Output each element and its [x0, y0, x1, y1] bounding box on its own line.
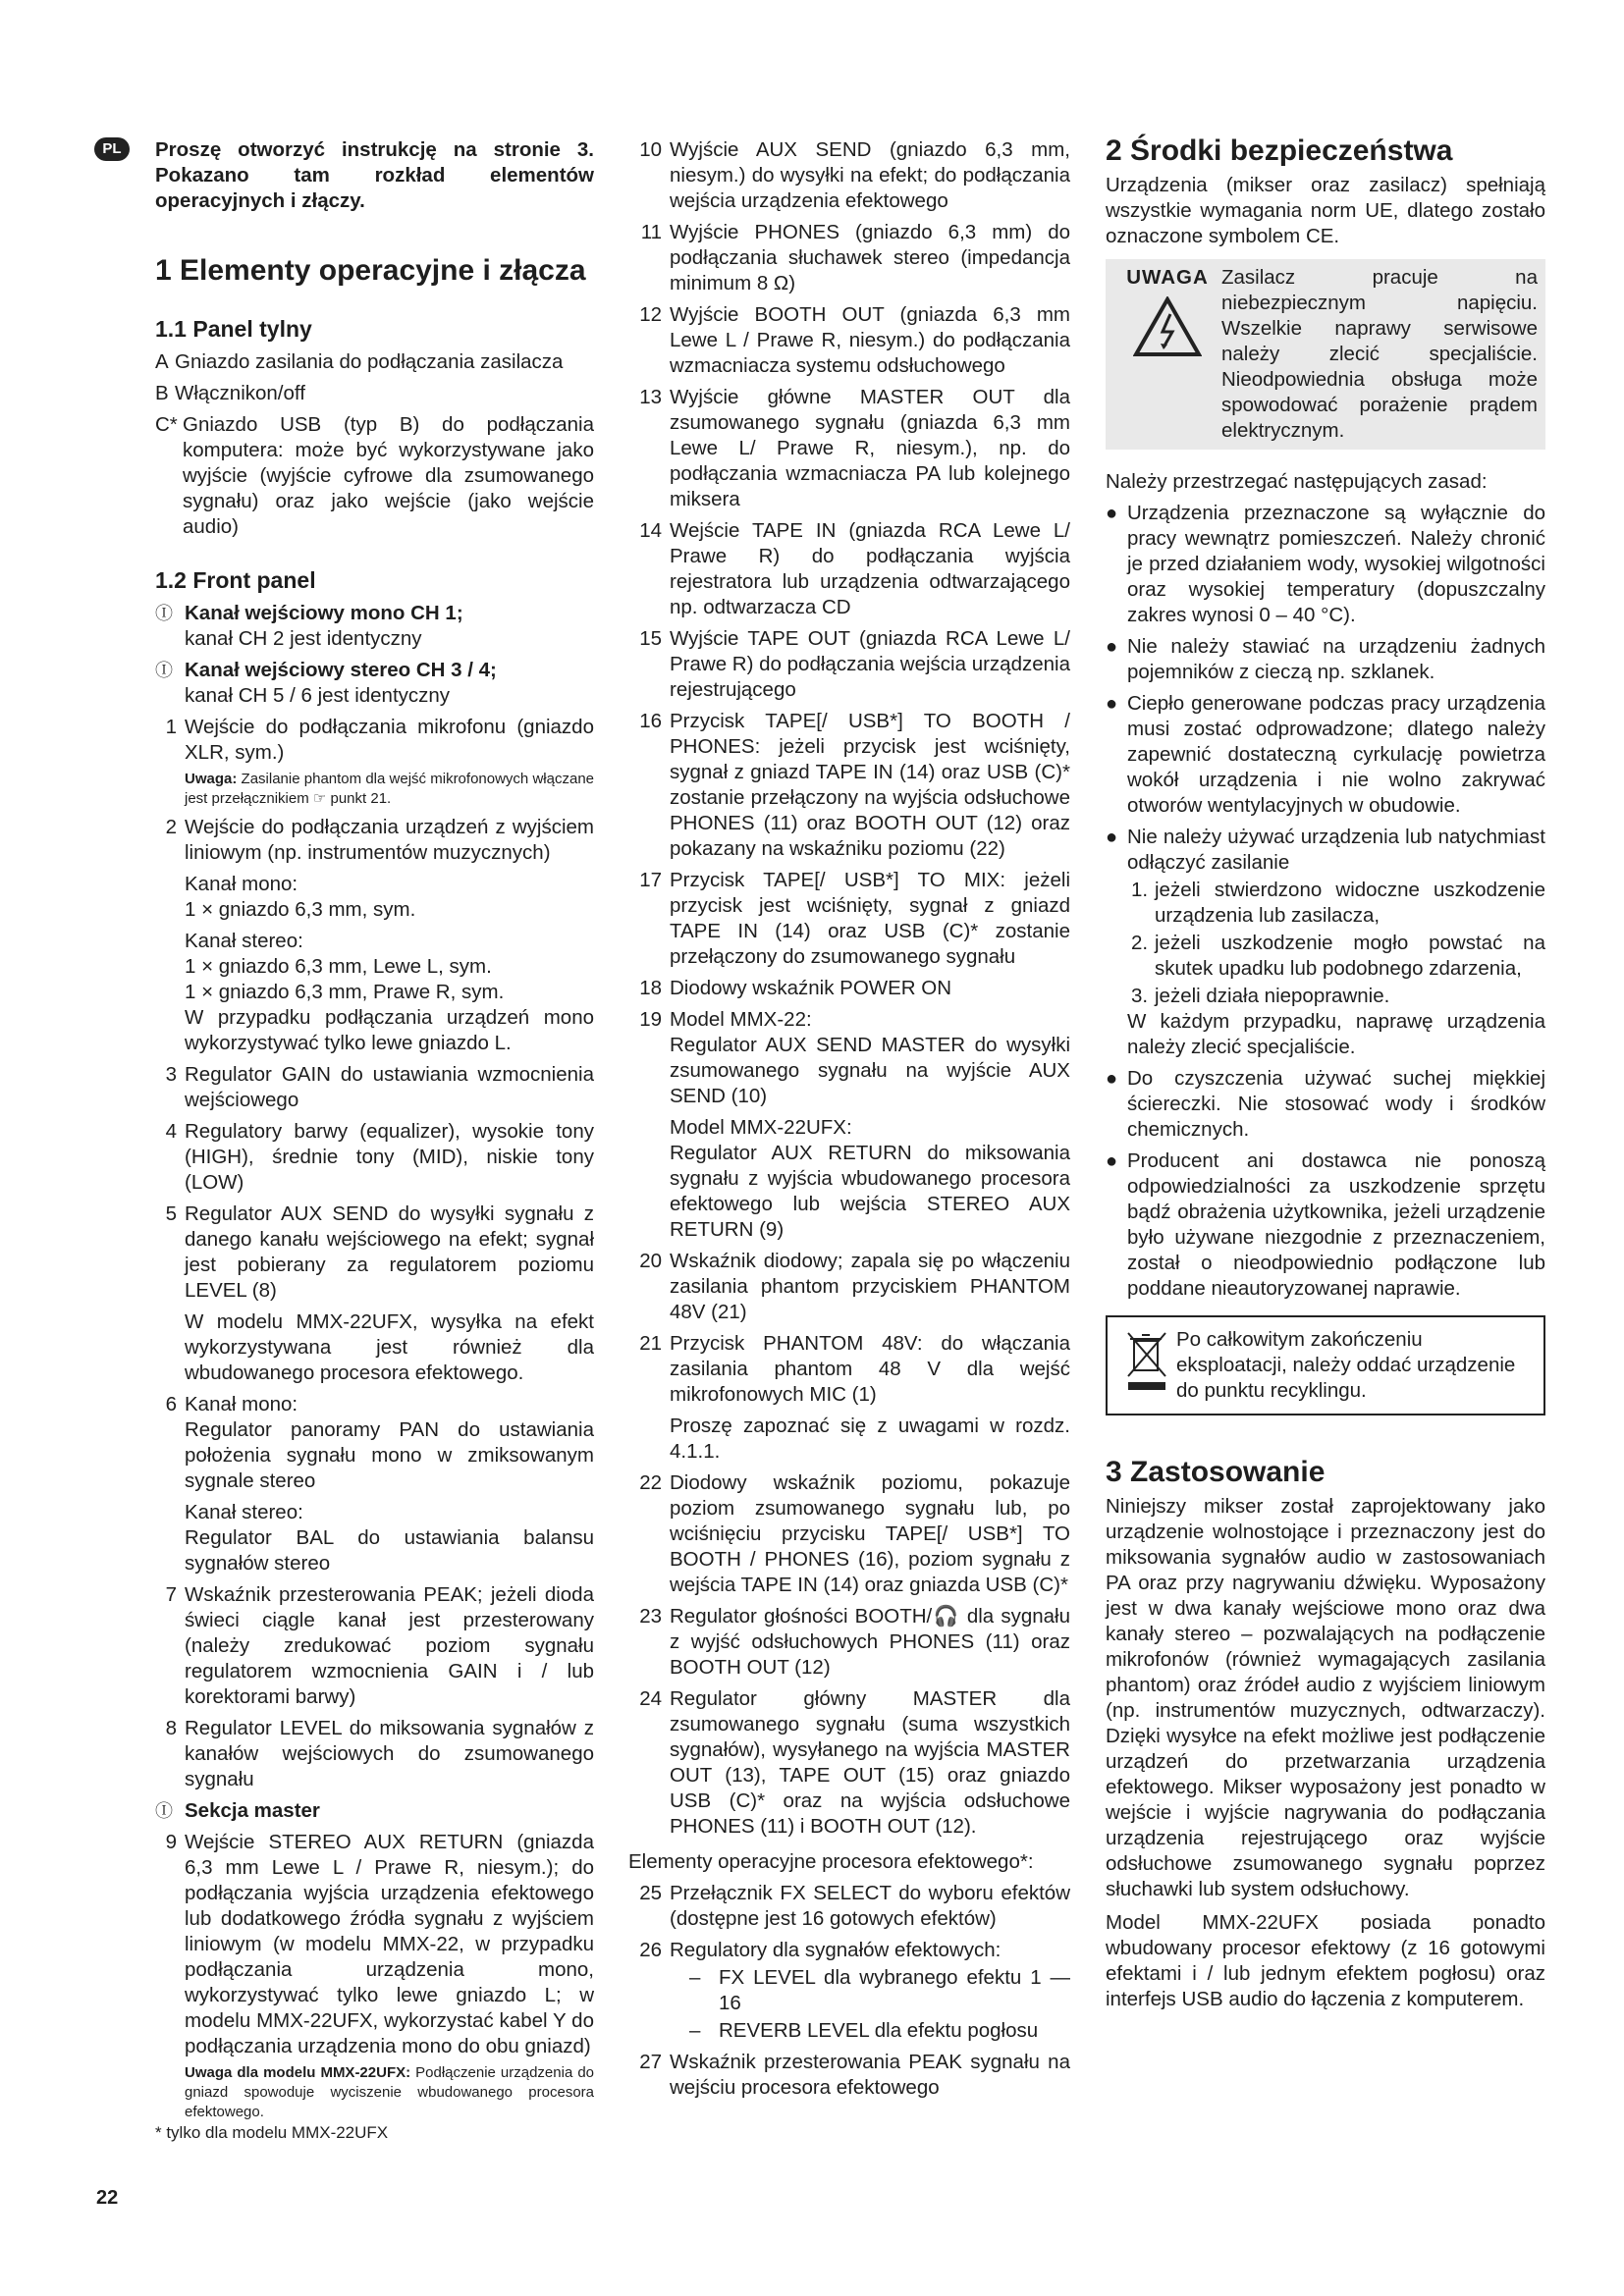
- item-1: [155, 715, 594, 809]
- item-line: Regulator panoramy PAN do ustawiania położenia sygnału mono w zmiksowanym sygnale stereo: [185, 1418, 594, 1492]
- ordered-text: jeżeli uszkodzenie mogło powstać na skutek upadku lub podobnego zdarzenia,: [1155, 932, 1545, 980]
- ordered-text: jeżeli stwierdzono widoczne uszkodzenie urządzenia lub zasilacza,: [1155, 879, 1545, 927]
- bullet-icon: ●: [1106, 693, 1118, 715]
- item-number: 23: [639, 1605, 662, 1628]
- item-number: 1: [165, 716, 177, 738]
- item-number: 3: [165, 1063, 177, 1086]
- roman-two-icon: Ⓘ: [155, 661, 173, 680]
- item-text: Wyjście PHONES (gniazdo 6,3 mm) do podłączania słuchawek stereo (impedancja minimum 8 Ω): [670, 221, 1070, 294]
- bullet-text: Producent ani dostawca nie ponoszą odpowiedzialności za uszkodzenie sprzętu bądź obrażenia użytkownika, jeżeli urządzenie było używane niezgodnie z przeznaczeniem, został o nieodpowiednio podłączone lub poddane nieautoryzowanej naprawie.: [1127, 1149, 1545, 1300]
- ordered-text: jeżeli działa niepoprawnie.: [1155, 985, 1390, 1007]
- section-ii: [155, 658, 594, 709]
- item-text: Wskaźnik przesterowania PEAK sygnału na wejściu procesora efektowego: [670, 2051, 1070, 2099]
- section-iii: [155, 1798, 594, 1824]
- item-line: Kanał stereo:: [185, 1501, 303, 1523]
- item-text: Gniazdo USB (typ B) do podłączania komputera: może być wykorzystywane jako wyjście (wyjście cyfrowe dla zsumowanego sygnału) oraz jako wejście (jako wejście audio): [183, 413, 594, 538]
- item-25: [628, 1881, 1070, 1932]
- item-number: 20: [639, 1250, 662, 1272]
- section-i-title: Kanał wejściowy mono CH 1;: [185, 602, 463, 624]
- note-text: Zasilanie phantom dla wejść mikrofonowych włączane jest przełącznikiem ☞ punkt 21.: [185, 771, 594, 807]
- bullet-item: [1106, 501, 1545, 628]
- item-line: 1 × gniazdo 6,3 mm, Lewe L, sym.: [185, 955, 492, 978]
- item-12: [628, 302, 1070, 379]
- section-iii-title: Sekcja master: [185, 1799, 320, 1822]
- item-text: Regulatory barwy (equalizer), wysokie tony (HIGH), średnie tony (MID), niskie tony (LOW): [185, 1120, 594, 1194]
- bullet-item: [1106, 691, 1545, 819]
- item-number: 26: [639, 1939, 662, 1961]
- item-text: Regulator głośności BOOTH/🎧 dla sygnału z wyjść odsłuchowych PHONES (11) oraz BOOTH OUT (12): [670, 1605, 1070, 1679]
- item-text: Gniazdo zasilania do podłączania zasilacza: [175, 350, 564, 373]
- item-text: Diodowy wskaźnik poziomu, pokazuje poziom zsumowanego sygnału lub, po wciśnięciu przycisku TAPE[/ USB*] TO BOOTH / PHONES (16), poziom sygnału z wejścia TAPE IN (14) oraz gniazda USB (C)*: [670, 1471, 1070, 1596]
- item-text: Regulator GAIN do ustawiania wzmocnienia wejściowego: [185, 1063, 594, 1111]
- item-text: Wyjście AUX SEND (gniazdo 6,3 mm, niesym.) do wysyłki na efekt; do podłączania wejścia urządzenia efektowego: [670, 138, 1070, 212]
- dash-text: REVERB LEVEL dla efektu pogłosu: [719, 2019, 1039, 2042]
- recycling-text: Po całkowitym zakończeniu eksploatacji, należy oddać urządzenie do punktu recyklingu.: [1176, 1328, 1516, 1402]
- bullet-text: Do czyszczenia używać suchej miękkiej ściereczki. Nie stosować wody i środków chemicznych.: [1127, 1067, 1545, 1141]
- item-line: W przypadku podłączania urządzeń mono wykorzystywać tylko lewe gniazdo L.: [185, 1006, 594, 1054]
- item-text: Przycisk TAPE[/ USB*] TO BOOTH / PHONES: jeżeli przycisk jest wciśnięty, sygnał z gniazd TAPE IN (14) oraz USB (C)* zostanie przełączony na wyjścia odsłuchowe PHONES (11) oraz BOOTH OUT (12) oraz pokazany na wskaźniku poziomu (22): [670, 710, 1070, 860]
- bullet-text: Ciepło generowane podczas pracy urządzenia musi zostać odprowadzone; dlatego należy zapewnić dostateczną cyrkulację powietrza wokół urządzenia i nie wolno zakrywać otworów wentylacyjnych w obudowie.: [1127, 692, 1545, 817]
- item-10: [628, 137, 1070, 214]
- ordered-item: 1. jeżeli stwierdzono widoczne uszkodzenie urządzenia lub zasilacza,: [1131, 879, 1545, 927]
- rear-item-a: [155, 349, 594, 375]
- section-2-intro: Urządzenia (mikser oraz zasilacz) spełniają wszystkie wymagania norm UE, dlatego zostało oznaczone symbolem CE.: [1106, 174, 1545, 247]
- dash-text: FX LEVEL dla wybranego efektu 1 — 16: [719, 1966, 1070, 2014]
- bullet-text: Nie należy używać urządzenia lub natychmiast odłączyć zasilanie: [1127, 826, 1545, 874]
- item-text: Wyjście TAPE OUT (gniazda RCA Lewe L/ Prawe R) do podłączania wejścia urządzenia rejestrującego: [670, 627, 1070, 701]
- roman-three-icon: Ⓘ: [155, 1801, 173, 1821]
- item-text: Wejście do podłączania mikrofonu (gniazdo XLR, sym.): [185, 716, 594, 764]
- section-1-title: 1 Elementy operacyjne i złącza: [155, 254, 586, 287]
- item-line: 1 × gniazdo 6,3 mm, sym.: [185, 898, 416, 921]
- item-20: [628, 1249, 1070, 1325]
- item-number: 24: [639, 1687, 662, 1710]
- bullet-icon: ●: [1106, 636, 1118, 658]
- item-number: 11: [640, 221, 662, 243]
- item-13: [628, 385, 1070, 512]
- item-18: [628, 976, 1070, 1001]
- recycling-box: [1106, 1315, 1545, 1415]
- section-1-2-title: 1.2 Front panel: [155, 567, 316, 593]
- item-text: Regulator AUX SEND do wysyłki sygnału z danego kanału wejściowego na efekt; sygnał jest pobierany za regulatorem poziomu LEVEL (8): [185, 1202, 594, 1302]
- ordered-item: 3. jeżeli działa niepoprawnie.: [1127, 984, 1545, 1009]
- item-number: 17: [639, 869, 662, 891]
- item-text: Regulator główny MASTER dla zsumowanego sygnału (suma wszystkich sygnałów), wysyłanego na wyjścia MASTER OUT (13), TAPE OUT (15) oraz gniazdo USB (C)* oraz na wyjścia odsłuchowe PHONES (11) i BOOTH OUT (12).: [670, 1687, 1070, 1838]
- item-text: Wyjście główne MASTER OUT dla zsumowanego sygnału (gniazda 6,3 mm Lewe L/ Prawe R, niesym.), np. do podłączania wzmacniacza PA lub kolejnego miksera: [670, 386, 1070, 510]
- item-2: [155, 815, 594, 1056]
- item-line: Kanał mono:: [185, 1393, 298, 1415]
- item-14: [628, 518, 1070, 620]
- item-number: 15: [639, 627, 662, 650]
- item-line: W modelu MMX-22UFX, wysyłka na efekt wykorzystywana jest również dla wbudowanego procesora efektowego.: [185, 1310, 594, 1384]
- section-ii-title: Kanał wejściowy stereo CH 3 / 4;: [185, 659, 497, 681]
- item-text: Regulatory dla sygnałów efektowych:: [670, 1939, 1001, 1961]
- ordered-item: 2. jeżeli uszkodzenie mogło powstać na skutek upadku lub podobnego zdarzenia,: [1131, 932, 1545, 980]
- bullet-text: W każdym przypadku, naprawę urządzenia należy zlecić specjaliście.: [1127, 1010, 1545, 1058]
- item-9: [155, 1830, 594, 2122]
- item-number: 2: [165, 816, 177, 838]
- bullet-item: [1106, 634, 1545, 685]
- section-i: [155, 601, 594, 652]
- warning-label: UWAGA: [1126, 266, 1209, 289]
- item-23: [628, 1604, 1070, 1681]
- section-3-title: 3 Zastosowanie: [1106, 1456, 1326, 1488]
- page-number: 22: [96, 2187, 119, 2209]
- item-number: 18: [639, 977, 662, 999]
- crossed-bin-icon: [1117, 1327, 1176, 1396]
- item-number: 16: [639, 710, 662, 732]
- item-22: [628, 1470, 1070, 1598]
- item-26: [628, 1938, 1070, 2044]
- note-label: Uwaga dla modelu MMX-22UFX:: [185, 2064, 411, 2081]
- item-line: Regulator AUX SEND MASTER do wysyłki zsumowanego sygnału na wyjście AUX SEND (10): [670, 1034, 1070, 1107]
- item-number: 4: [165, 1120, 177, 1143]
- fx-intro: Elementy operacyjne procesora efektowego*:: [628, 1850, 1034, 1873]
- item-6: [155, 1392, 594, 1576]
- section-1-1-title: 1.1 Panel tylny: [155, 316, 312, 342]
- item-line: Regulator BAL do ustawiania balansu sygnałów stereo: [185, 1526, 594, 1575]
- warning-text: Zasilacz pracuje na niebezpiecznym napięciu. Wszelkie naprawy serwisowe należy zlecić specjaliście. Nieodpowiednia obsługa może spowodować porażenie prądem elektrycznym.: [1221, 266, 1538, 442]
- item-text: Regulator LEVEL do miksowania sygnałów z kanałów wejściowych do zsumowanego sygnału: [185, 1717, 594, 1790]
- item-letter: B: [155, 382, 169, 404]
- note-text: Podłączenie urządzenia do gniazd spowoduje wyciszenie wbudowanego procesora efektowego.: [185, 2064, 595, 2120]
- item-17: [628, 868, 1070, 970]
- item-line: Regulator AUX RETURN do miksowania sygnału z wyjścia wbudowanego procesora efektowego lub wejścia STEREO AUX RETURN (9): [670, 1142, 1070, 1241]
- item-text: Wejście do podłączania urządzeń z wyjściem liniowym (np. instrumentów muzycznych): [185, 816, 594, 864]
- item-8: [155, 1716, 594, 1792]
- item-3: [155, 1062, 594, 1113]
- column-2: [628, 137, 1070, 2101]
- bullet-icon: ●: [1106, 1068, 1118, 1090]
- item-24: [628, 1686, 1070, 1840]
- item-text: Diodowy wskaźnik POWER ON: [670, 977, 952, 999]
- item-15: [628, 626, 1070, 703]
- item-16: [628, 709, 1070, 862]
- rules-intro: Należy przestrzegać następujących zasad:: [1106, 470, 1488, 493]
- rear-item-c: [155, 412, 594, 540]
- item-text: Wskaźnik diodowy; zapala się po włączeniu zasilania phantom przyciskiem PHANTOM 48V (21): [670, 1250, 1070, 1323]
- item-line: 1 × gniazdo 6,3 mm, Prawe R, sym.: [185, 981, 505, 1003]
- high-voltage-warning-icon: [1133, 296, 1202, 357]
- item-line: Kanał stereo:: [185, 930, 303, 952]
- item-21: [628, 1331, 1070, 1465]
- bullet-icon: ●: [1106, 827, 1118, 848]
- item-11: [628, 220, 1070, 296]
- item-19: [628, 1007, 1070, 1243]
- column-3: [1106, 134, 1545, 2012]
- item-text: Wyjście BOOTH OUT (gniazda 6,3 mm Lewe L / Prawe R, niesym.) do podłączania wzmacniacza systemu odsłuchowego: [670, 303, 1070, 377]
- item-number: 14: [639, 519, 662, 542]
- warning-box: [1106, 259, 1545, 450]
- item-number: 8: [165, 1717, 177, 1739]
- note-label: Uwaga:: [185, 771, 238, 787]
- bullet-text: Urządzenia przeznaczone są wyłącznie do pracy wewnątrz pomieszczeń. Należy chronić je przed działaniem wody, wysokiej wilgotności oraz wysokiej temperatury (dopuszczalny zakres wynosi 0 – 40 °C).: [1127, 502, 1545, 626]
- intro-note: Proszę otworzyć instrukcję na stronie 3. Pokazano tam rozkład elementów operacyjnych i złączy.: [155, 138, 594, 212]
- item-number: 12: [639, 303, 662, 326]
- roman-one-icon: Ⓘ: [155, 604, 173, 623]
- item-text: Włącznikon/off: [175, 382, 305, 404]
- item-number: 27: [639, 2051, 662, 2073]
- item-number: 9: [165, 1831, 177, 1853]
- item-line: Proszę zapoznać się z uwagami w rozdz. 4.1.1.: [670, 1415, 1070, 1463]
- item-letter: A: [155, 350, 169, 373]
- item-number: 10: [639, 138, 662, 161]
- bullet-item: [1106, 1066, 1545, 1143]
- bullet-icon: ●: [1106, 1150, 1118, 1172]
- bullet-item: [1106, 825, 1545, 1060]
- item-4: [155, 1119, 594, 1196]
- dash-item: – FX LEVEL dla wybranego efektu 1 — 16: [689, 1966, 1070, 2014]
- section-2-title: 2 Środki bezpieczeństwa: [1106, 134, 1453, 167]
- section-i-sub: kanał CH 2 jest identyczny: [185, 627, 422, 650]
- dash-item: – REVERB LEVEL dla efektu pogłosu: [689, 2019, 1039, 2042]
- item-line: Kanał mono:: [185, 873, 298, 895]
- item-number: 22: [639, 1471, 662, 1494]
- item-text: Przycisk TAPE[/ USB*] TO MIX: jeżeli przycisk jest wciśnięty, sygnał z gniazd TAPE IN (14) oraz USB (C)* zostanie przełączony do zsumowanego sygnału: [670, 869, 1070, 968]
- item-number: 7: [165, 1583, 177, 1606]
- item-line: Model MMX-22:: [670, 1008, 812, 1031]
- item-text: Przełącznik FX SELECT do wyboru efektów (dostępne jest 16 gotowych efektów): [670, 1882, 1070, 1930]
- section-3-paragraph-2: Model MMX-22UFX posiada ponadto wbudowany procesor efektowy (z 16 gotowymi efektami i / lub jednym efektem pogłosu) oraz interfejs USB audio do łączenia z komputerem.: [1106, 1911, 1545, 2010]
- item-number: 13: [639, 386, 662, 408]
- item-number: 5: [165, 1202, 177, 1225]
- item-letter: C*: [155, 413, 178, 436]
- footnote: * tylko dla modelu MMX-22UFX: [155, 2123, 389, 2142]
- bullet-icon: ●: [1106, 503, 1118, 524]
- rear-item-b: [155, 381, 594, 406]
- item-7: [155, 1582, 594, 1710]
- item-number: 6: [165, 1393, 177, 1415]
- language-badge: PL: [94, 137, 130, 161]
- section-ii-sub: kanał CH 5 / 6 jest identyczny: [185, 684, 451, 707]
- section-3-paragraph-1: Niniejszy mikser został zaprojektowany jako urządzenie wolnostojące i przeznaczony jest do miksowania sygnałów audio w zastosowaniach PA oraz przy nagrywaniu dźwięku. Wyposażony jest w dwa kanały wejściowe mono oraz dwa kanały stereo – pozwalających na podłączenie mikrofonów (również wymagających zasilania phantom) oraz źródeł audio z wyjściem liniowym (np. instrumentów muzycznych, odtwarzaczy). Dzięki wysyłce na efekt możliwe jest podłączenie urządzeń do przetwarzania urządzenia efektowego. Mikser wyposażony jest ponadto w wejście i wyjście nagrywania do podłączania urządzenia rejestrującego oraz wyjście odsłuchowe zsumowanego sygnału poprzez słuchawki lub system odsłuchowy.: [1106, 1495, 1545, 1900]
- item-text: Przycisk PHANTOM 48V: do włączania zasilania phantom 48 V dla wejść mikrofonowych MIC (1): [670, 1332, 1070, 1406]
- item-line: Model MMX-22UFX:: [670, 1116, 852, 1139]
- column-1: [155, 137, 594, 2122]
- item-5: [155, 1201, 594, 1386]
- item-text: Wskaźnik przesterowania PEAK; jeżeli dioda świeci ciągle kanał jest przesterowany (należy zredukować poziom sygnału regulatorem wzmocnienia GAIN i / lub korektorami barwy): [185, 1583, 594, 1708]
- item-number: 21: [639, 1332, 662, 1355]
- item-text: Wejście TAPE IN (gniazda RCA Lewe L/ Prawe R) do podłączania wyjścia rejestratora lub urządzenia odtwarzającego np. odtwarzacza CD: [670, 519, 1070, 618]
- item-text: Wejście STEREO AUX RETURN (gniazda 6,3 mm Lewe L / Prawe R, niesym.); do podłączania wyjścia urządzenia efektowego lub dodatkowego źródła sygnału z wyjściem liniowym (w modelu MMX-22, w przypadku podłączania urządzenia mono, wykorzystywać tylko lewe gniazdo L; w modelu MMX-22UFX, wykorzystać kabel Y do podłączania urządzenia mono do obu gniazd): [185, 1831, 594, 2057]
- item-27: [628, 2050, 1070, 2101]
- bullet-item: [1106, 1148, 1545, 1302]
- bullet-text: Nie należy stawiać na urządzeniu żadnych pojemników z cieczą np. szklanek.: [1127, 635, 1545, 683]
- item-number: 25: [639, 1882, 662, 1904]
- item-number: 19: [639, 1008, 662, 1031]
